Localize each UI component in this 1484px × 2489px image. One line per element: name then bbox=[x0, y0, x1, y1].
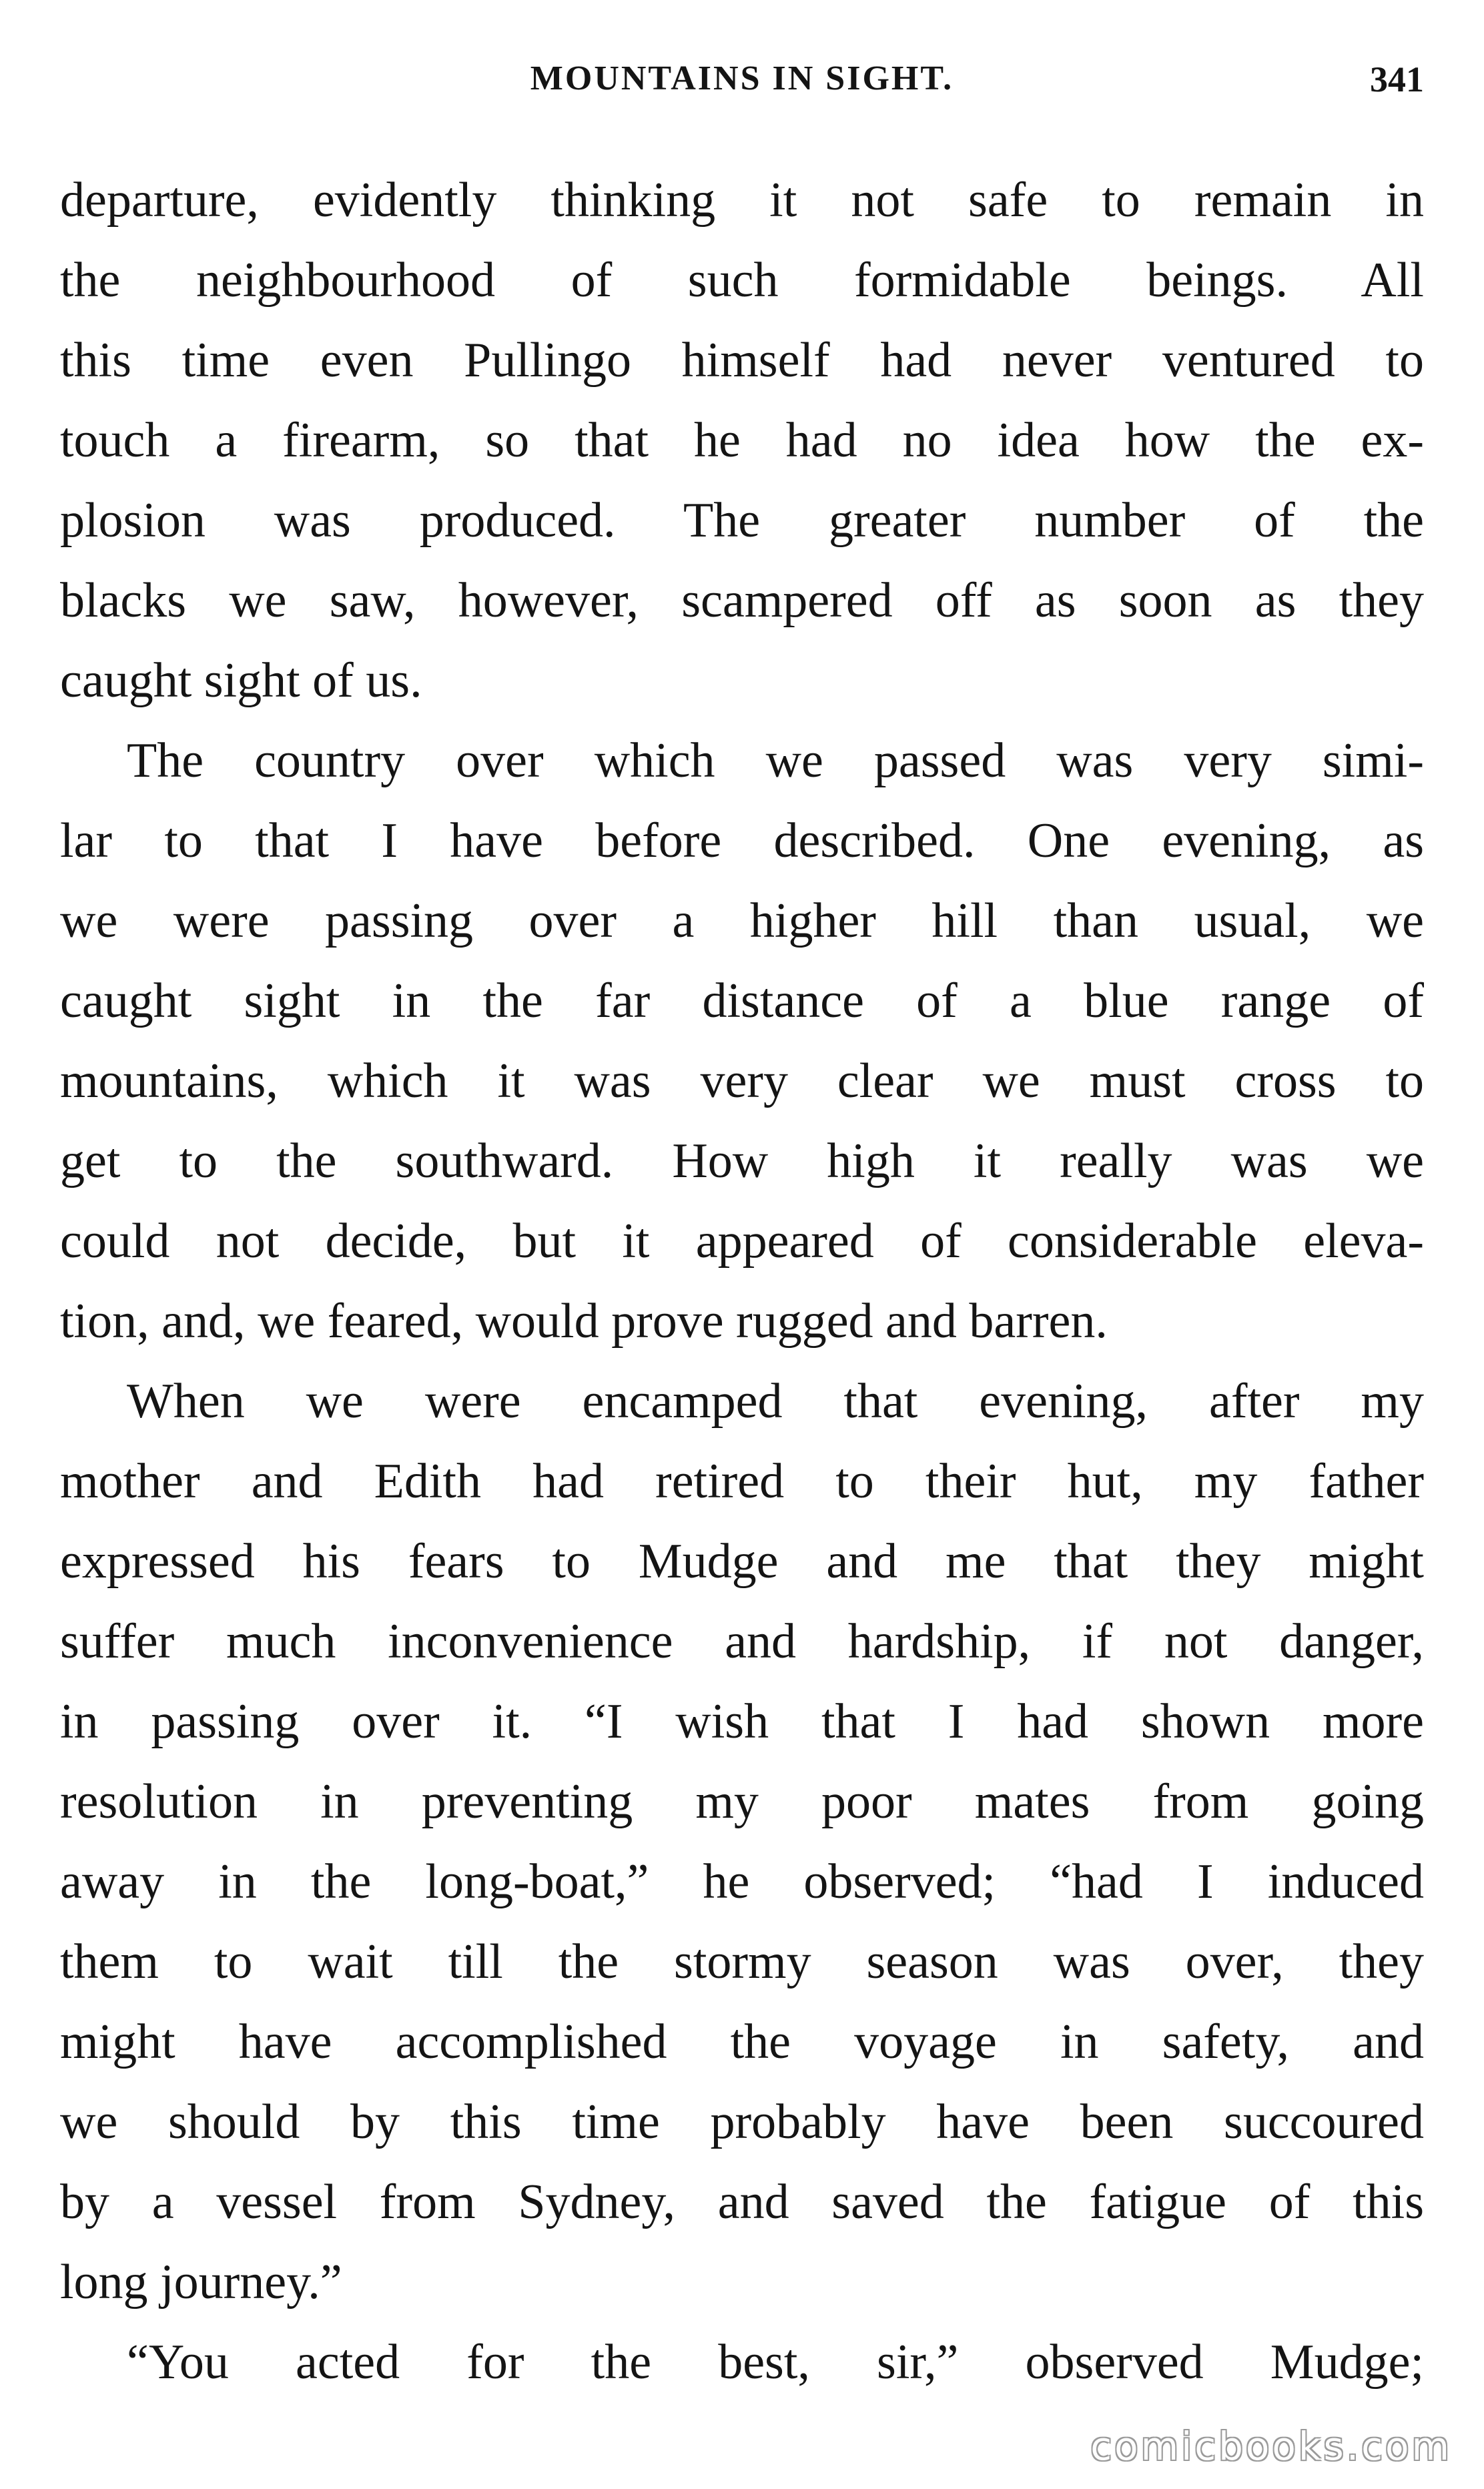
body-text bbox=[60, 160, 1424, 2402]
text-line: caught sight in the far distance of a blue range of bbox=[60, 974, 1424, 1028]
watermark: comicbooks.com bbox=[1090, 2424, 1452, 2469]
text-line: tion, and, we feared, would prove rugged and barren. bbox=[60, 1294, 1108, 1349]
text-line: “You acted for the best, sir,” observed Mudge; bbox=[127, 2335, 1424, 2390]
running-title: MOUNTAINS IN SIGHT. bbox=[530, 59, 954, 97]
text-line: lar to that I have before described. One evening, as bbox=[60, 813, 1424, 868]
text-line: we were passing over a higher hill than usual, we bbox=[60, 894, 1424, 948]
text-line: departure, evidently thinking it not safe to remain in bbox=[60, 173, 1424, 228]
text-line: mountains, which it was very clear we must cross to bbox=[60, 1054, 1424, 1108]
page-header bbox=[60, 59, 1424, 125]
text-line: away in the long-boat,” he observed; “had I induced bbox=[60, 1854, 1424, 1909]
text-line: resolution in preventing my poor mates from going bbox=[60, 1774, 1424, 1829]
text-line: long journey.” bbox=[60, 2255, 342, 2309]
text-line: When we were encamped that evening, after my bbox=[127, 1374, 1424, 1429]
text-line: blacks we saw, however, scampered off as soon as they bbox=[60, 573, 1424, 628]
text-line: expressed his fears to Mudge and me that they might bbox=[60, 1534, 1424, 1589]
text-line: mother and Edith had retired to their hut, my father bbox=[60, 1454, 1424, 1509]
text-line: get to the southward. How high it really was we bbox=[60, 1134, 1424, 1188]
text-line: we should by this time probably have been succoured bbox=[60, 2095, 1424, 2149]
text-line: touch a firearm, so that he had no idea how the ex- bbox=[60, 413, 1424, 468]
text-line: them to wait till the stormy season was over, they bbox=[60, 1934, 1424, 1989]
page-number: 341 bbox=[1370, 59, 1424, 99]
text-line: caught sight of us. bbox=[60, 653, 422, 708]
text-line: the neighbourhood of such formidable beings. All bbox=[60, 253, 1424, 308]
text-line: in passing over it. “I wish that I had shown more bbox=[60, 1694, 1424, 1749]
text-line: could not decide, but it appeared of considerable eleva- bbox=[60, 1214, 1424, 1269]
text-line: The country over which we passed was very simi- bbox=[127, 733, 1424, 788]
text-line: this time even Pullingo himself had never ventured to bbox=[60, 333, 1424, 388]
text-line: suffer much inconvenience and hardship, if not danger, bbox=[60, 1614, 1424, 1669]
text-line: plosion was produced. The greater number of the bbox=[60, 493, 1424, 548]
text-line: might have accomplished the voyage in safety, and bbox=[60, 2015, 1424, 2069]
text-line: by a vessel from Sydney, and saved the fatigue of this bbox=[60, 2175, 1424, 2229]
